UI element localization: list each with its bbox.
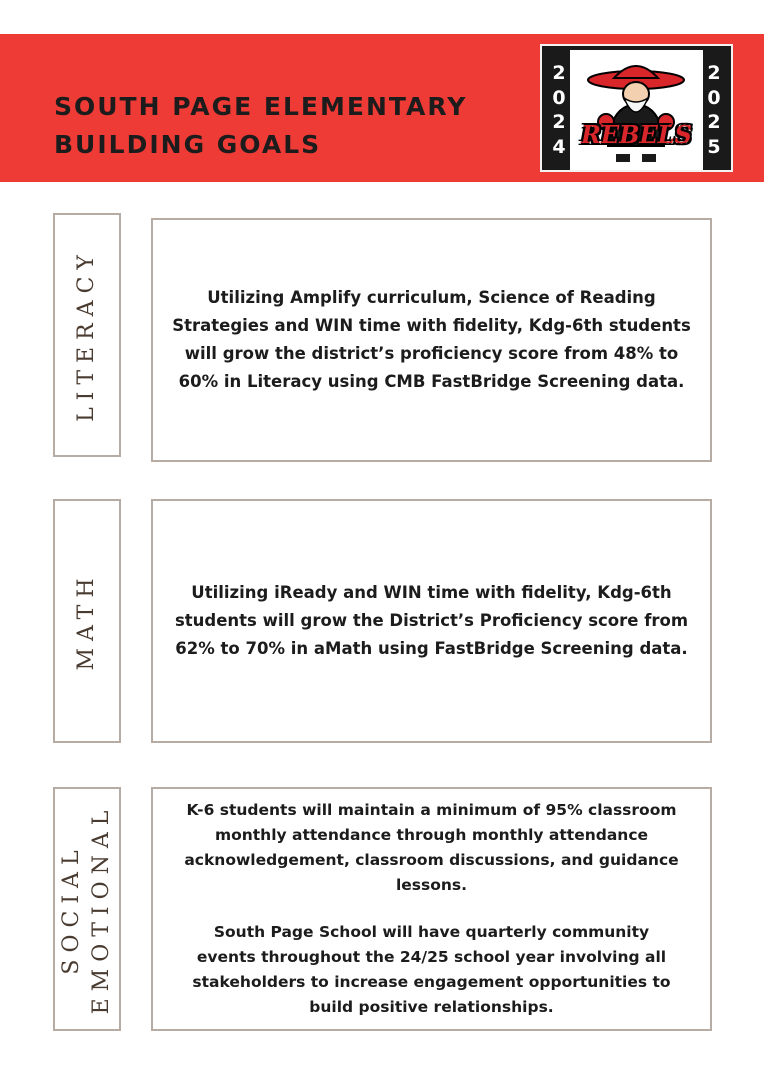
- math-goal-text: Utilizing iReady and WIN time with fidelity, Kdg-6th students will grow the District’s Proficiency score from 62% to 70% in aMath using FastBridge Screening data.: [174, 583, 689, 658]
- literacy-label-box: [53, 213, 121, 457]
- year-digit: 2: [552, 62, 566, 84]
- attendance-goal-text: K-6 students will maintain a minimum of 95% classroom monthly attendance through monthly attendance acknowledgement, classroom discussions, and guidance lessons.: [184, 801, 679, 894]
- social-emotional-label: [57, 804, 117, 1015]
- year-digit: 2: [707, 62, 721, 84]
- year-digit: 0: [552, 86, 566, 109]
- year-digit: 5: [707, 135, 721, 158]
- year-end: [702, 62, 726, 158]
- school-logo: [540, 44, 733, 172]
- math-label-box: [53, 499, 121, 743]
- page-title: [54, 88, 467, 164]
- year-digit: 0: [707, 86, 721, 109]
- year-digit: 2: [552, 111, 566, 134]
- emotional-label-line: EMOTIONAL: [89, 803, 114, 1015]
- math-label: MATH: [74, 571, 99, 671]
- rebel-mascot-icon: [570, 50, 703, 170]
- literacy-label: LITERACY: [74, 248, 99, 422]
- literacy-goal-text: Utilizing Amplify curriculum, Science of Reading Strategies and WIN time with fidelity, Kdg-6th students will grow the district’s proficiency score from 48% to 60% in Literacy using CMB FastBridge Screening data.: [172, 288, 691, 391]
- literacy-goal-box: [151, 218, 712, 462]
- community-goal-text: South Page School will have quarterly community events throughout the 24/25 school year involving all stakeholders to increase engagement opportunities to build positive relationships.: [192, 923, 671, 1016]
- mascot-name: REBELS: [580, 120, 693, 149]
- year-digit: 2: [707, 111, 721, 134]
- year-digit: 4: [552, 135, 566, 158]
- social-emotional-label-box: [53, 787, 121, 1031]
- mascot-emblem: [570, 50, 703, 170]
- title-line-1: SOUTH PAGE ELEMENTARY: [54, 92, 468, 121]
- social-emotional-goal-box: [151, 787, 712, 1031]
- title-line-2: BUILDING GOALS: [54, 130, 322, 159]
- year-start: [547, 62, 571, 158]
- math-goal-box: [151, 499, 712, 743]
- social-label-line: SOCIAL: [59, 843, 84, 975]
